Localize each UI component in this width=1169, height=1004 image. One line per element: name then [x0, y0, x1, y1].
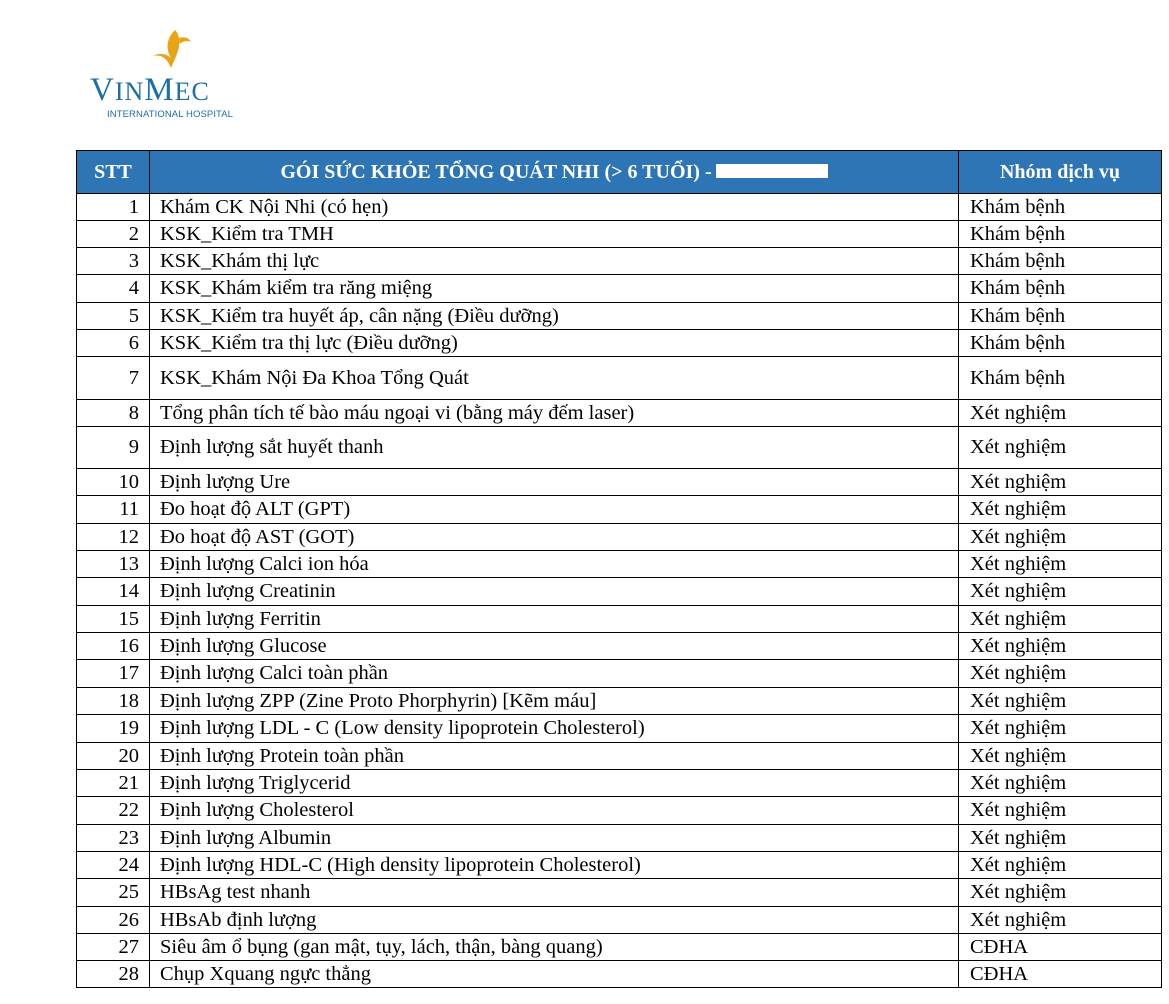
row-stt: 16	[77, 633, 150, 660]
table-row	[77, 221, 1162, 248]
row-stt: 5	[77, 303, 150, 330]
table-row	[77, 303, 1162, 330]
row-service-name: Đo hoạt độ AST (GOT)	[150, 524, 959, 551]
row-stt: 10	[77, 469, 150, 496]
row-stt: 15	[77, 606, 150, 633]
table-row	[77, 275, 1162, 303]
table-row	[77, 551, 1162, 578]
row-service-name: Định lượng Calci toàn phần	[150, 660, 959, 688]
table-row	[77, 688, 1162, 715]
row-service-group: Xét nghiệm	[959, 825, 1162, 852]
row-stt: 19	[77, 715, 150, 743]
row-service-group: Xét nghiệm	[959, 688, 1162, 715]
logo-subtitle: INTERNATIONAL HOSPITAL	[107, 109, 234, 120]
table-row	[77, 633, 1162, 660]
row-service-group: Xét nghiệm	[959, 633, 1162, 660]
table-row	[77, 357, 1162, 400]
row-service-group: Khám bệnh	[959, 357, 1162, 400]
row-service-name: KSK_Khám Nội Đa Khoa Tổng Quát	[150, 357, 959, 400]
row-service-name: KSK_Kiểm tra thị lực (Điều dưỡng)	[150, 330, 959, 357]
row-service-name: Khám CK Nội Nhi (có hẹn)	[150, 194, 959, 221]
row-service-group: CĐHA	[959, 934, 1162, 961]
row-service-group: Khám bệnh	[959, 275, 1162, 303]
row-service-name: Định lượng Protein toàn phần	[150, 743, 959, 770]
row-stt: 14	[77, 578, 150, 606]
table-row	[77, 660, 1162, 688]
row-service-group: Xét nghiệm	[959, 524, 1162, 551]
table-header-row	[77, 151, 1162, 194]
table-row	[77, 248, 1162, 275]
table-row	[77, 797, 1162, 825]
row-stt: 8	[77, 400, 150, 427]
table-row	[77, 907, 1162, 934]
table-row	[77, 606, 1162, 633]
row-service-name: Định lượng Cholesterol	[150, 797, 959, 825]
row-stt: 1	[77, 194, 150, 221]
table-row	[77, 194, 1162, 221]
row-service-group: Xét nghiệm	[959, 743, 1162, 770]
row-service-group: CĐHA	[959, 961, 1162, 988]
row-service-name: Định lượng ZPP (Zine Proto Phorphyrin) [Kẽm máu]	[150, 688, 959, 715]
row-stt: 25	[77, 879, 150, 907]
row-service-group: Xét nghiệm	[959, 879, 1162, 907]
table-row	[77, 578, 1162, 606]
table-row	[77, 715, 1162, 743]
row-service-group: Xét nghiệm	[959, 715, 1162, 743]
row-service-name: Định lượng Calci ion hóa	[150, 551, 959, 578]
table-row	[77, 934, 1162, 961]
row-stt: 21	[77, 770, 150, 797]
row-service-group: Khám bệnh	[959, 221, 1162, 248]
redacted-mark	[716, 164, 828, 178]
row-service-group: Khám bệnh	[959, 303, 1162, 330]
row-service-group: Xét nghiệm	[959, 606, 1162, 633]
row-service-group: Xét nghiệm	[959, 852, 1162, 879]
row-service-name: Định lượng Ferritin	[150, 606, 959, 633]
table-row	[77, 524, 1162, 551]
row-stt: 17	[77, 660, 150, 688]
row-stt: 11	[77, 496, 150, 524]
row-service-group: Xét nghiệm	[959, 496, 1162, 524]
column-header-stt: STT	[77, 151, 150, 194]
table-row	[77, 400, 1162, 427]
row-service-group: Khám bệnh	[959, 194, 1162, 221]
table-row	[77, 825, 1162, 852]
row-service-group: Xét nghiệm	[959, 797, 1162, 825]
table-row	[77, 330, 1162, 357]
row-service-name: Định lượng Glucose	[150, 633, 959, 660]
row-stt: 13	[77, 551, 150, 578]
row-stt: 3	[77, 248, 150, 275]
table-row	[77, 770, 1162, 797]
package-title-text: GÓI SỨC KHỎE TỔNG QUÁT NHI (> 6 TUỔI) -	[280, 160, 712, 183]
service-package-table	[76, 150, 1161, 988]
logo-wordmark: VINMEC	[90, 72, 210, 108]
row-service-group: Khám bệnh	[959, 248, 1162, 275]
row-service-name: Đo hoạt độ ALT (GPT)	[150, 496, 959, 524]
table-row	[77, 961, 1162, 988]
row-stt: 28	[77, 961, 150, 988]
row-service-name: Định lượng Albumin	[150, 825, 959, 852]
row-service-name: Định lượng Creatinin	[150, 578, 959, 606]
bird-logo-icon	[145, 28, 195, 78]
row-stt: 24	[77, 852, 150, 879]
row-service-group: Xét nghiệm	[959, 578, 1162, 606]
row-service-name: Định lượng sắt huyết thanh	[150, 427, 959, 469]
row-stt: 6	[77, 330, 150, 357]
row-service-name: Chụp Xquang ngực thẳng	[150, 961, 959, 988]
column-header-service-group: Nhóm dịch vụ	[959, 151, 1162, 194]
row-service-group: Xét nghiệm	[959, 427, 1162, 469]
row-stt: 23	[77, 825, 150, 852]
row-stt: 9	[77, 427, 150, 469]
row-service-group: Xét nghiệm	[959, 400, 1162, 427]
row-service-name: KSK_Khám kiểm tra răng miệng	[150, 275, 959, 303]
row-service-name: HBsAb định lượng	[150, 907, 959, 934]
row-stt: 2	[77, 221, 150, 248]
package-table	[76, 150, 1162, 988]
row-service-name: Định lượng HDL-C (High density lipoprotein Cholesterol)	[150, 852, 959, 879]
table-row	[77, 879, 1162, 907]
table-row	[77, 496, 1162, 524]
row-stt: 7	[77, 357, 150, 400]
row-stt: 22	[77, 797, 150, 825]
row-service-name: KSK_Kiểm tra huyết áp, cân nặng (Điều dưỡng)	[150, 303, 959, 330]
table-row	[77, 427, 1162, 469]
row-service-group: Xét nghiệm	[959, 907, 1162, 934]
table-row	[77, 852, 1162, 879]
row-stt: 26	[77, 907, 150, 934]
row-stt: 18	[77, 688, 150, 715]
table-row	[77, 743, 1162, 770]
row-service-name: KSK_Kiểm tra TMH	[150, 221, 959, 248]
row-service-name: HBsAg test nhanh	[150, 879, 959, 907]
row-service-group: Xét nghiệm	[959, 660, 1162, 688]
row-service-group: Khám bệnh	[959, 330, 1162, 357]
column-header-package-title	[150, 151, 959, 194]
row-service-group: Xét nghiệm	[959, 551, 1162, 578]
row-stt: 4	[77, 275, 150, 303]
row-service-name: Định lượng Triglycerid	[150, 770, 959, 797]
row-service-group: Xét nghiệm	[959, 770, 1162, 797]
row-service-name: Định lượng LDL - C (Low density lipoprotein Cholesterol)	[150, 715, 959, 743]
row-stt: 27	[77, 934, 150, 961]
row-service-name: Định lượng Ure	[150, 469, 959, 496]
row-service-name: Siêu âm ổ bụng (gan mật, tụy, lách, thận, bàng quang)	[150, 934, 959, 961]
row-service-name: KSK_Khám thị lực	[150, 248, 959, 275]
table-row	[77, 469, 1162, 496]
row-stt: 20	[77, 743, 150, 770]
row-stt: 12	[77, 524, 150, 551]
vinmec-logo	[90, 28, 260, 123]
row-service-group: Xét nghiệm	[959, 469, 1162, 496]
row-service-name: Tổng phân tích tế bào máu ngoại vi (bằng máy đếm laser)	[150, 400, 959, 427]
